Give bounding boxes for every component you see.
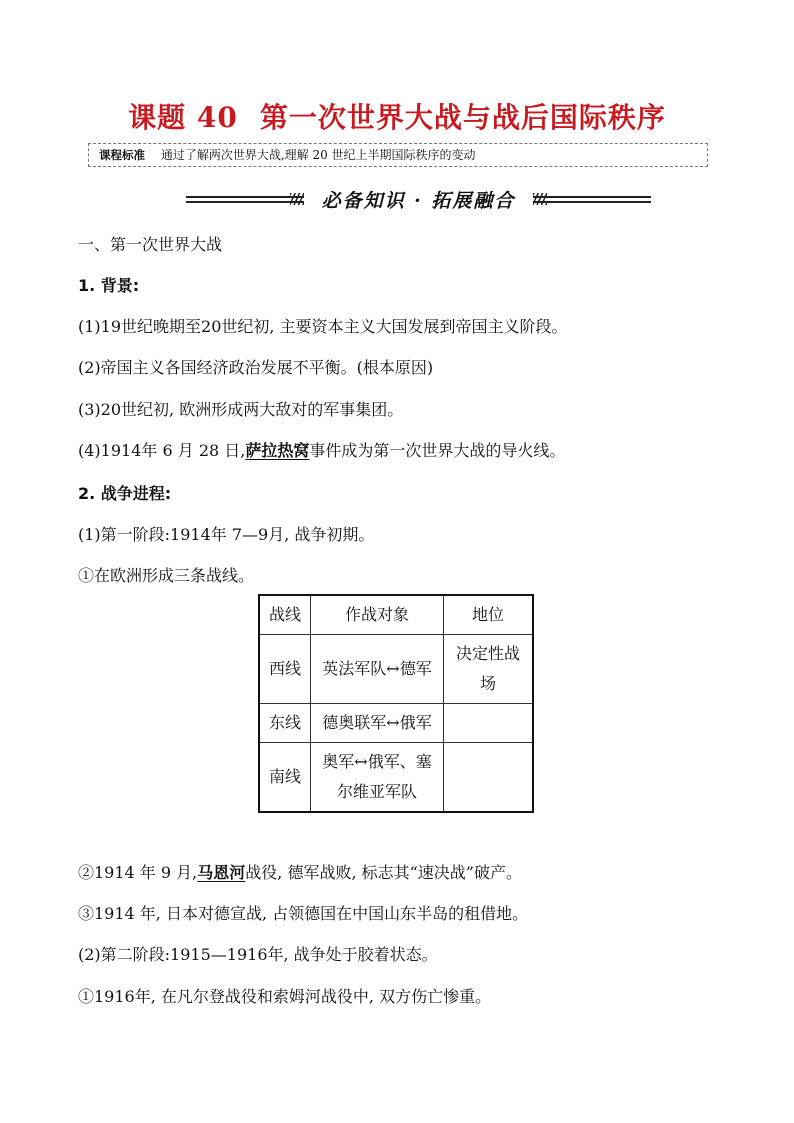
table-row: [259, 743, 533, 813]
cell-front: 西线: [259, 635, 311, 704]
background-item-4: [78, 438, 565, 461]
cell-status: [444, 743, 534, 813]
table-row: [259, 704, 533, 743]
section-heading: 一、第一次世界大战: [78, 235, 223, 254]
status-line-1: 决定性战: [455, 644, 520, 663]
bg4-prefix: (4)1914年 6 月 28 日,: [78, 441, 246, 460]
opponents-line-2: 尔维亚军队: [336, 782, 417, 801]
cell-opponents: [311, 743, 444, 813]
keyword-marne: 马恩河: [197, 863, 246, 882]
cell-opponents: 德奥联军↔俄军: [311, 704, 444, 743]
background-item-2: (2)帝国主义各国经济政治发展不平衡。(根本原因): [78, 358, 434, 377]
page-title: [0, 96, 794, 136]
header-status: 地位: [444, 595, 534, 635]
stage-1: (1)第一阶段:1914年 7—9月, 战争初期。: [78, 525, 375, 544]
stage-2-item-a: ①1916年, 在凡尔登战役和索姆河战役中, 双方伤亡惨重。: [78, 987, 492, 1006]
cell-front: 东线: [259, 704, 311, 743]
status-line-2: 场: [479, 674, 496, 693]
section-banner: [186, 186, 651, 216]
lesson-title: 第一次世界大战与战后国际秩序: [259, 101, 666, 134]
stage-2: (2)第二阶段:1915—1916年, 战争处于胶着状态。: [78, 945, 438, 964]
item-b-suffix: 战役, 德军战败, 标志其“速决战”破产。: [245, 863, 522, 882]
header-front: 战线: [259, 595, 311, 635]
keyword-sarajevo: 萨拉热窝: [245, 441, 310, 460]
cell-status: [444, 704, 534, 743]
stage-1-item-c: ③1914 年, 日本对德宣战, 占领德国在中国山东半岛的租借地。: [78, 904, 529, 923]
curriculum-standard-text: 通过了解两次世界大战,理解 20 世纪上半期国际秩序的变动: [160, 148, 476, 162]
lesson-number: 课题 40: [128, 101, 238, 134]
background-item-1: (1)19世纪晚期至20世纪初, 主要资本主义大国发展到帝国主义阶段。: [78, 317, 568, 336]
background-heading: [78, 273, 139, 296]
cell-front: 南线: [259, 743, 311, 813]
table-header-row: [259, 595, 533, 635]
background-item-3: (3)20世纪初, 欧洲形成两大敌对的军事集团。: [78, 400, 404, 419]
item-b-prefix: ②1914 年 9 月,: [78, 863, 198, 882]
background-heading-text: 1. 背景:: [78, 276, 140, 295]
process-heading: [78, 481, 171, 504]
bg4-suffix: 事件成为第一次世界大战的导火线。: [309, 441, 566, 460]
stage-1-item-a: ①在欧洲形成三条战线。: [78, 566, 255, 585]
curriculum-standard-tag: 课程标准: [99, 148, 145, 162]
curriculum-standard-box: [88, 143, 708, 167]
opponents-line-1: 奥军↔俄军、塞: [322, 752, 432, 771]
cell-status: [444, 635, 534, 704]
header-opponents: 作战对象: [311, 595, 444, 635]
process-heading-text: 2. 战争进程:: [78, 484, 172, 503]
banner-text: 必备知识 · 拓展融合: [321, 190, 516, 212]
table-row: [259, 635, 533, 704]
banner-right-ornament: [533, 193, 651, 205]
cell-opponents: 英法军队↔德军: [311, 635, 444, 704]
stage-1-item-b: [78, 860, 522, 883]
fronts-table: [258, 594, 534, 813]
